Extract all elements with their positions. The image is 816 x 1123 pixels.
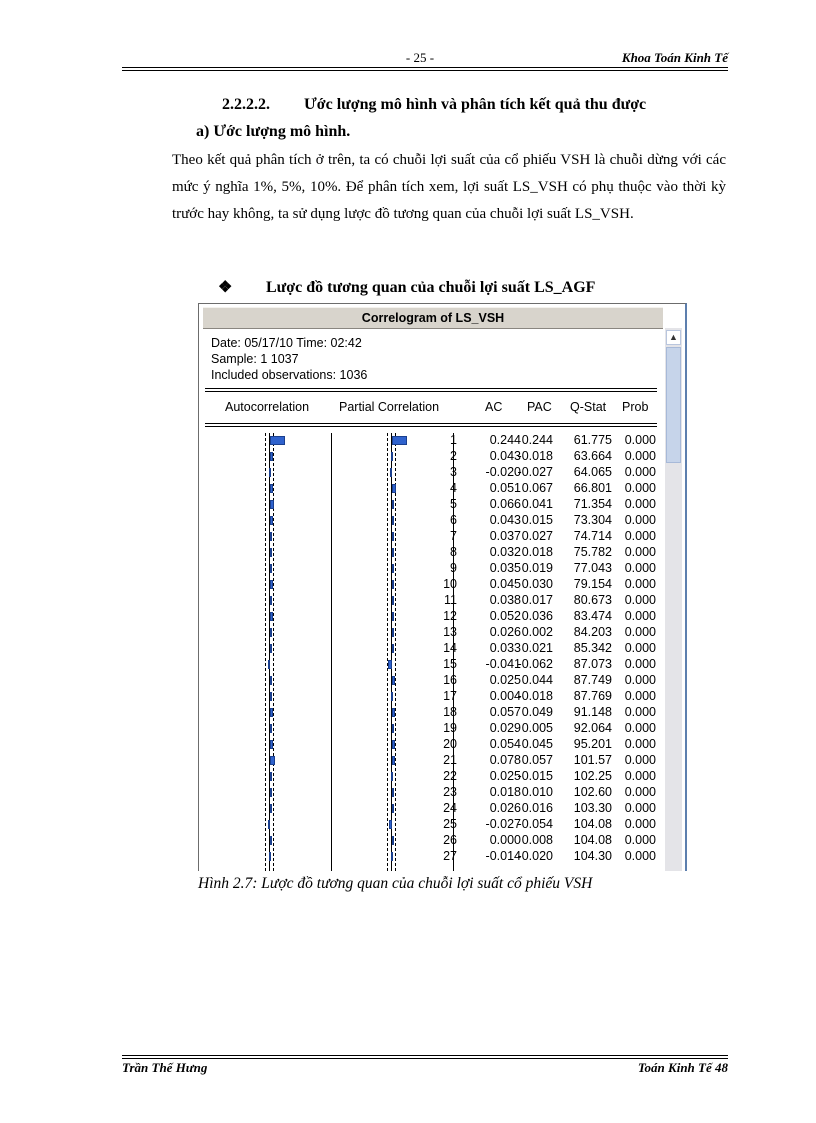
- ac-value: 0.244: [489, 433, 521, 447]
- observations-line: Included observations: 1036: [211, 368, 368, 382]
- lag-number: 10: [443, 577, 457, 591]
- table-row: [199, 752, 665, 768]
- qstat-value: 95.201: [573, 737, 612, 751]
- lag-number: 9: [450, 561, 457, 575]
- figure-bullet: [218, 277, 595, 297]
- lag-number: 15: [443, 657, 457, 671]
- diamond-flower-icon: ❖: [218, 279, 233, 296]
- prob-value: 0.000: [624, 577, 656, 591]
- lag-number: 1: [450, 433, 457, 447]
- prob-value: 0.000: [624, 465, 656, 479]
- lag-number: 20: [443, 737, 457, 751]
- pac-bar: [389, 820, 392, 829]
- header-divider: [205, 388, 657, 389]
- qstat-value: 80.673: [573, 593, 612, 607]
- pac-value: 0.049: [521, 705, 553, 719]
- table-row: [199, 784, 665, 800]
- date-line: Date: 05/17/10 Time: 02:42: [211, 336, 362, 350]
- figure-caption: Hình 2.7: Lược đồ tương quan của chuỗi lợi suất cổ phiếu VSH: [198, 875, 593, 892]
- scroll-up-icon[interactable]: ▲: [666, 330, 681, 345]
- table-divider: [205, 423, 657, 424]
- ac-bar: [270, 772, 272, 781]
- pac-value: 0.021: [521, 641, 553, 655]
- prob-value: 0.000: [624, 785, 656, 799]
- pac-value: -0.018: [517, 689, 553, 703]
- qstat-value: 73.304: [573, 513, 612, 527]
- ac-value: 0.032: [489, 545, 521, 559]
- lag-number: 25: [443, 817, 457, 831]
- prob-value: 0.000: [624, 641, 656, 655]
- pac-bar: [392, 612, 394, 621]
- ac-bar: [270, 500, 274, 509]
- subsection-heading: a) Ước lượng mô hình.: [196, 123, 351, 140]
- pac-value: -0.062: [517, 657, 553, 671]
- pac-value: 0.036: [521, 609, 553, 623]
- pac-bar: [392, 644, 394, 653]
- qstat-value: 84.203: [573, 625, 612, 639]
- pac-value: 0.017: [521, 593, 553, 607]
- prob-value: 0.000: [624, 705, 656, 719]
- table-row: [199, 496, 665, 512]
- lag-number: 24: [443, 801, 457, 815]
- table-row: [199, 704, 665, 720]
- pac-value: 0.008: [521, 833, 553, 847]
- scroll-thumb[interactable]: [666, 347, 681, 463]
- pac-bar: [392, 836, 394, 845]
- pac-bar: [391, 692, 393, 701]
- ac-value: 0.026: [489, 625, 521, 639]
- pac-bar: [392, 596, 394, 605]
- page-number: - 25 -: [405, 50, 435, 65]
- prob-value: 0.000: [624, 433, 656, 447]
- ac-value: 0.054: [489, 737, 521, 751]
- lag-number: 16: [443, 673, 457, 687]
- ac-value: -0.041: [485, 657, 521, 671]
- ac-value: 0.043: [489, 449, 521, 463]
- pac-bar: [392, 484, 396, 493]
- col-autocorrelation: Autocorrelation: [225, 400, 310, 414]
- qstat-value: 74.714: [573, 529, 612, 543]
- qstat-value: 71.354: [573, 497, 612, 511]
- lag-number: 27: [443, 849, 457, 863]
- prob-value: 0.000: [624, 609, 656, 623]
- prob-value: 0.000: [624, 801, 656, 815]
- ac-value: 0.026: [489, 801, 521, 815]
- ac-value: 0.057: [489, 705, 521, 719]
- figure-bullet-text: Lược đồ tương quan của chuỗi lợi suất LS_AGF: [266, 279, 596, 296]
- footer-rule-thin: [122, 1055, 728, 1056]
- pac-value: -0.015: [517, 769, 553, 783]
- prob-value: 0.000: [624, 449, 656, 463]
- prob-value: 0.000: [624, 625, 656, 639]
- prob-value: 0.000: [624, 849, 656, 863]
- ac-value: 0.045: [489, 577, 521, 591]
- prob-value: 0.000: [624, 673, 656, 687]
- pac-bar: [392, 628, 394, 637]
- col-qstat: Q-Stat: [570, 400, 607, 414]
- lag-number: 19: [443, 721, 457, 735]
- ac-value: 0.025: [489, 673, 521, 687]
- table-row: [199, 832, 665, 848]
- prob-value: 0.000: [624, 497, 656, 511]
- pac-bar: [391, 772, 393, 781]
- lag-number: 21: [443, 753, 457, 767]
- ac-bar: [270, 804, 272, 813]
- qstat-value: 87.749: [573, 673, 612, 687]
- qstat-value: 104.30: [573, 849, 612, 863]
- qstat-value: 104.08: [573, 833, 612, 847]
- lag-number: 2: [450, 449, 457, 463]
- ac-value: 0.029: [489, 721, 521, 735]
- table-row: [199, 560, 665, 576]
- qstat-value: 77.043: [573, 561, 612, 575]
- table-row: [199, 480, 665, 496]
- table-divider: [205, 426, 657, 427]
- qstat-value: 92.064: [573, 721, 612, 735]
- table-row: [199, 432, 665, 448]
- pac-value: 0.002: [521, 625, 553, 639]
- ac-bar: [270, 484, 273, 493]
- window-title-bar: [203, 307, 663, 329]
- table-row: [199, 592, 665, 608]
- prob-value: 0.000: [624, 689, 656, 703]
- col-prob: Prob: [622, 400, 649, 414]
- ac-value: 0.078: [489, 753, 521, 767]
- pac-bar: [392, 788, 394, 797]
- sample-line: Sample: 1 1037: [211, 352, 299, 366]
- ac-value: 0.038: [489, 593, 521, 607]
- footer-author: Trần Thế Hưng: [122, 1060, 208, 1075]
- ac-bar: [270, 836, 272, 845]
- pac-value: -0.020: [517, 849, 553, 863]
- lag-number: 6: [450, 513, 457, 527]
- pac-value: 0.019: [521, 561, 553, 575]
- pac-bar: [390, 468, 392, 477]
- prob-value: 0.000: [624, 545, 656, 559]
- header-rule-thin: [122, 70, 728, 71]
- footer-course: Toán Kinh Tế 48: [637, 1060, 728, 1075]
- qstat-value: 103.30: [573, 801, 612, 815]
- table-row: [199, 576, 665, 592]
- table-row: [199, 448, 665, 464]
- prob-value: 0.000: [624, 817, 656, 831]
- prob-value: 0.000: [624, 657, 656, 671]
- lag-number: 3: [450, 465, 457, 479]
- ac-bar: [270, 596, 272, 605]
- pac-value: 0.015: [521, 513, 553, 527]
- pac-bar: [392, 676, 395, 685]
- pac-value: 0.044: [521, 673, 553, 687]
- section-heading: [222, 96, 646, 114]
- ac-bar: [270, 756, 275, 765]
- vertical-scrollbar[interactable]: [665, 328, 682, 871]
- ac-bar: [270, 516, 273, 525]
- pac-bar: [392, 708, 395, 717]
- pac-bar: [392, 724, 394, 733]
- col-ac: AC: [485, 400, 503, 414]
- qstat-value: 61.775: [573, 433, 612, 447]
- table-row: [199, 800, 665, 816]
- col-partial-correlation: Partial Correlation: [339, 400, 440, 414]
- pac-value: 0.244: [521, 433, 553, 447]
- pac-value: 0.018: [521, 545, 553, 559]
- pac-bar: [392, 580, 394, 589]
- prob-value: 0.000: [624, 753, 656, 767]
- lag-number: 13: [443, 625, 457, 639]
- qstat-value: 91.148: [573, 705, 612, 719]
- correlogram-window: [198, 303, 687, 871]
- ac-value: 0.043: [489, 513, 521, 527]
- lag-number: 22: [443, 769, 457, 783]
- qstat-value: 83.474: [573, 609, 612, 623]
- pac-bar: [392, 500, 394, 509]
- pac-bar: [392, 436, 407, 445]
- ac-bar: [270, 452, 273, 461]
- pac-bar: [392, 756, 395, 765]
- qstat-value: 85.342: [573, 641, 612, 655]
- qstat-value: 79.154: [573, 577, 612, 591]
- pac-value: 0.027: [521, 529, 553, 543]
- ac-bar: [270, 580, 273, 589]
- ac-value: 0.000: [489, 833, 521, 847]
- section-number: 2.2.2.2.: [222, 96, 270, 113]
- footer-rule: [122, 1058, 728, 1059]
- pac-value: 0.067: [521, 481, 553, 495]
- ac-bar: [270, 436, 285, 445]
- pac-bar: [388, 660, 392, 669]
- ac-bar: [269, 468, 271, 477]
- pac-bar: [392, 804, 394, 813]
- pac-value: 0.005: [521, 721, 553, 735]
- qstat-value: 66.801: [573, 481, 612, 495]
- ac-bar: [270, 564, 272, 573]
- lag-number: 18: [443, 705, 457, 719]
- body-paragraph: Theo kết quả phân tích ở trên, ta có chuỗi lợi suất của cổ phiếu VSH là chuỗi dừng với các mức ý nghĩa 1%, 5%, 10%. Để phân tích xem, lợi suất LS_VSH có phụ thuộc vào thời kỳ trước hay không, ta sử dụng lược đồ tương quan của chuỗi lợi suất LS_VSH.: [172, 152, 726, 222]
- pac-bar: [392, 532, 394, 541]
- ac-bar: [270, 724, 272, 733]
- prob-value: 0.000: [624, 721, 656, 735]
- ac-value: 0.033: [489, 641, 521, 655]
- pac-value: 0.030: [521, 577, 553, 591]
- qstat-value: 104.08: [573, 817, 612, 831]
- pac-value: -0.018: [517, 449, 553, 463]
- qstat-value: 101.57: [573, 753, 612, 767]
- qstat-value: 87.769: [573, 689, 612, 703]
- ac-value: 0.037: [489, 529, 521, 543]
- ac-bar: [270, 740, 273, 749]
- table-row: [199, 640, 665, 656]
- qstat-value: 87.073: [573, 657, 612, 671]
- prob-value: 0.000: [624, 481, 656, 495]
- ac-bar: [269, 852, 271, 861]
- ac-bar: [270, 692, 272, 701]
- pac-bar: [392, 740, 395, 749]
- ac-value: -0.014: [485, 849, 521, 863]
- window-title: Correlogram of LS_VSH: [361, 311, 505, 325]
- pac-bar: [392, 516, 394, 525]
- ac-bar: [270, 788, 272, 797]
- pac-value: 0.041: [521, 497, 553, 511]
- prob-value: 0.000: [624, 593, 656, 607]
- prob-value: 0.000: [624, 769, 656, 783]
- prob-value: 0.000: [624, 561, 656, 575]
- lag-number: 5: [450, 497, 457, 511]
- ac-value: 0.052: [489, 609, 521, 623]
- qstat-value: 64.065: [573, 465, 612, 479]
- table-row: [199, 768, 665, 784]
- ac-bar: [270, 548, 272, 557]
- pac-value: 0.016: [521, 801, 553, 815]
- prob-value: 0.000: [624, 529, 656, 543]
- table-row: [199, 624, 665, 640]
- ac-value: 0.051: [489, 481, 521, 495]
- table-row: [199, 720, 665, 736]
- ac-value: 0.025: [489, 769, 521, 783]
- table-row: [199, 688, 665, 704]
- qstat-value: 75.782: [573, 545, 612, 559]
- ac-bar: [268, 820, 270, 829]
- prob-value: 0.000: [624, 513, 656, 527]
- lag-number: 14: [443, 641, 457, 655]
- lag-number: 8: [450, 545, 457, 559]
- table-row: [199, 672, 665, 688]
- table-row: [199, 736, 665, 752]
- ac-bar: [270, 628, 272, 637]
- pac-bar: [392, 564, 394, 573]
- lag-number: 4: [450, 481, 457, 495]
- ac-value: 0.004: [489, 689, 521, 703]
- table-row: [199, 608, 665, 624]
- qstat-value: 63.664: [573, 449, 612, 463]
- section-title: Ước lượng mô hình và phân tích kết quả thu được: [304, 96, 647, 113]
- ac-value: -0.020: [485, 465, 521, 479]
- lag-number: 7: [450, 529, 457, 543]
- ac-bar: [270, 612, 273, 621]
- lag-number: 23: [443, 785, 457, 799]
- ac-bar: [268, 660, 270, 669]
- lag-number: 17: [443, 689, 457, 703]
- header-divider: [205, 391, 657, 392]
- prob-value: 0.000: [624, 737, 656, 751]
- lag-number: 11: [444, 593, 457, 607]
- ac-value: 0.066: [489, 497, 521, 511]
- prob-value: 0.000: [624, 833, 656, 847]
- ac-bar: [270, 676, 272, 685]
- qstat-value: 102.60: [573, 785, 612, 799]
- table-row: [199, 544, 665, 560]
- pac-value: -0.054: [517, 817, 553, 831]
- ac-bar: [270, 644, 272, 653]
- pac-value: -0.027: [517, 465, 553, 479]
- qstat-value: 102.25: [573, 769, 612, 783]
- pac-value: 0.057: [521, 753, 553, 767]
- lag-number: 26: [443, 833, 457, 847]
- pac-value: 0.045: [521, 737, 553, 751]
- ac-value: 0.035: [489, 561, 521, 575]
- lag-number: 12: [443, 609, 457, 623]
- header-rule: [122, 67, 728, 68]
- table-row: [199, 512, 665, 528]
- pac-value: 0.010: [521, 785, 553, 799]
- pac-bar: [392, 548, 394, 557]
- ac-value: -0.027: [485, 817, 521, 831]
- table-row: [199, 528, 665, 544]
- pac-bar: [391, 852, 393, 861]
- ac-bar: [270, 532, 272, 541]
- header-department: Khoa Toán Kinh Tế: [621, 50, 728, 65]
- ac-value: 0.018: [489, 785, 521, 799]
- pac-bar: [391, 452, 393, 461]
- col-pac: PAC: [527, 400, 552, 414]
- ac-bar: [270, 708, 273, 717]
